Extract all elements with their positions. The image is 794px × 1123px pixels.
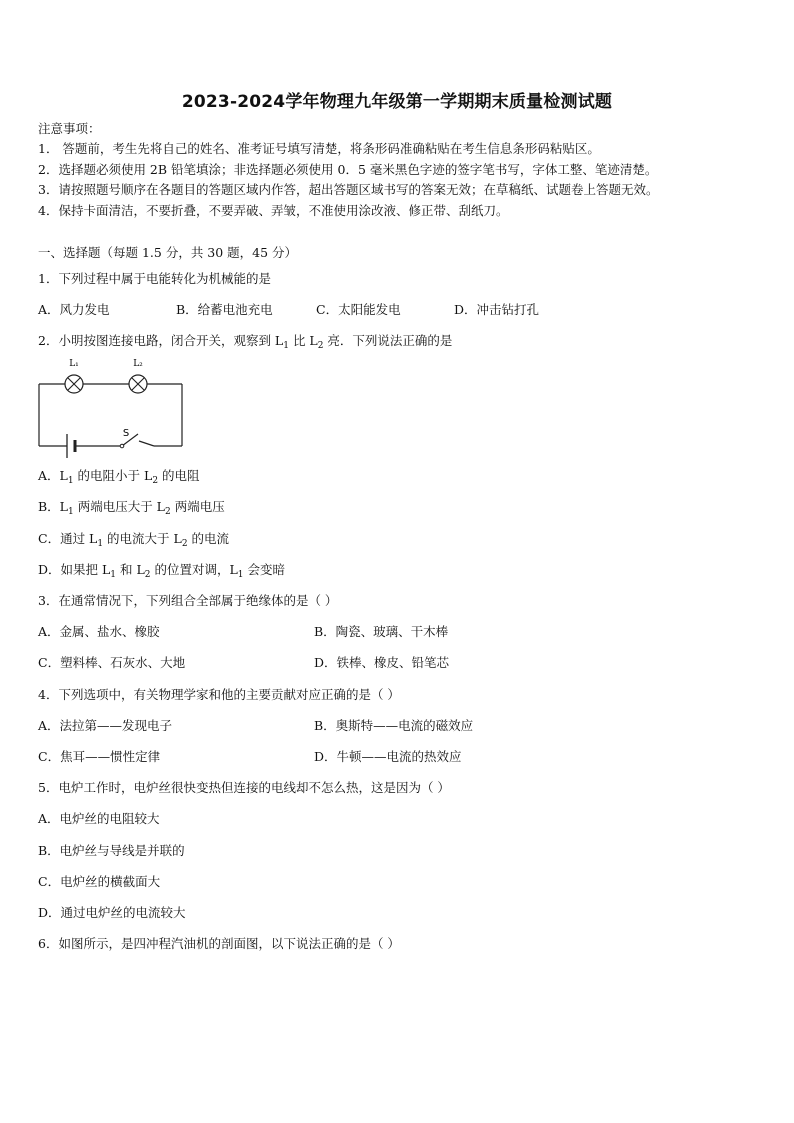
q5-option-b: B．电炉丝与导线是并联的 — [38, 843, 185, 858]
notice-item-3: 3．请按照题号顺序在各题目的答题区域内作答，超出答题区域书写的答案无效；在草稿纸、试题卷上答题无效。 — [38, 182, 659, 197]
q1-option-b: B．给蓄电池充电 — [176, 302, 273, 317]
notice-heading: 注意事项： — [38, 121, 101, 136]
q4-option-d: D．牛顿——电流的热效应 — [314, 749, 462, 764]
q1-option-d: D．冲击钻打孔 — [454, 302, 540, 317]
switch-label: S — [122, 428, 130, 439]
q1-option-c: C．太阳能发电 — [316, 302, 401, 317]
q4-option-c: C．焦耳——惯性定律 — [38, 749, 161, 764]
q1-option-a: A．风力发电 — [38, 302, 110, 317]
notice-item-4: 4．保持卡面清洁，不要折叠，不要弄破、弄皱，不准使用涂改液、修正带、刮纸刀。 — [38, 203, 509, 218]
q1-stem: 1．下列过程中属于电能转化为机械能的是 — [38, 271, 271, 286]
q3-option-d: D．铁棒、橡皮、铅笔芯 — [314, 655, 450, 670]
lamp-l2-label: L₂ — [133, 359, 143, 369]
q3-stem: 3．在通常情况下，下列组合全部属于绝缘体的是（ ） — [38, 593, 338, 608]
q5-stem: 5．电炉工作时，电炉丝很快变热但连接的电线却不怎么热，这是因为（ ） — [38, 780, 450, 795]
q5-option-c: C．电炉丝的横截面大 — [38, 874, 161, 889]
q2-option-d: D．如果把 $L_1$ 和 $L_2$ 的位置对调，$L_1$ 会变暗 — [38, 562, 286, 580]
circuit-diagram — [34, 350, 190, 458]
q5-option-a: A．电炉丝的电阻较大 — [38, 811, 160, 826]
q2-option-a: A．$L_1$ 的电阻小于 $L_2$ 的电阻 — [38, 468, 200, 486]
q6-stem: 6．如图所示，是四冲程汽油机的剖面图，以下说法正确的是（ ） — [38, 936, 400, 951]
lamp-l1-icon — [65, 375, 83, 393]
q5-option-d: D．通过电炉丝的电流较大 — [38, 905, 186, 920]
notice-item-2: 2．选择题必须使用 2B 铅笔填涂；非选择题必须使用 0．5 毫米黑色字迹的签字笔书写，字体工整、笔迹清楚。 — [38, 162, 658, 177]
q3-option-b: B．陶瓷、玻璃、干木棒 — [314, 624, 449, 639]
q2-option-b: B．$L_1$ 两端电压大于 $L_2$ 两端电压 — [38, 499, 225, 517]
q2-option-c: C．通过 $L_1$ 的电流大于 $L_2$ 的电流 — [38, 531, 230, 549]
section-heading: 一、选择题（每题 1.5 分，共 30 题，45 分） — [38, 245, 298, 260]
q3-option-c: C．塑料棒、石灰水、大地 — [38, 655, 186, 670]
lamp-l1-label: L₁ — [69, 359, 79, 369]
q3-option-a: A．金属、盐水、橡胶 — [38, 624, 160, 639]
battery-icon — [67, 434, 75, 458]
q2-stem: 2．小明按图连接电路，闭合开关，观察到 $L_1$ 比 $L_2$ 亮．下列说法正确的是 — [38, 333, 453, 351]
switch-icon — [120, 444, 124, 448]
notice-item-1: 1． 答题前，考生先将自己的姓名、准考证号填写清楚，将条形码准确粘贴在考生信息条形码粘贴区。 — [38, 141, 600, 156]
q4-option-b: B．奥斯特——电流的磁效应 — [314, 718, 474, 733]
q4-stem: 4．下列选项中，有关物理学家和他的主要贡献对应正确的是（ ） — [38, 687, 400, 702]
page-title: 2023-2024学年物理九年级第一学期期末质量检测试题 — [181, 92, 613, 112]
lamp-l2-icon — [129, 375, 147, 393]
q4-option-a: A．法拉第——发现电子 — [38, 718, 173, 733]
